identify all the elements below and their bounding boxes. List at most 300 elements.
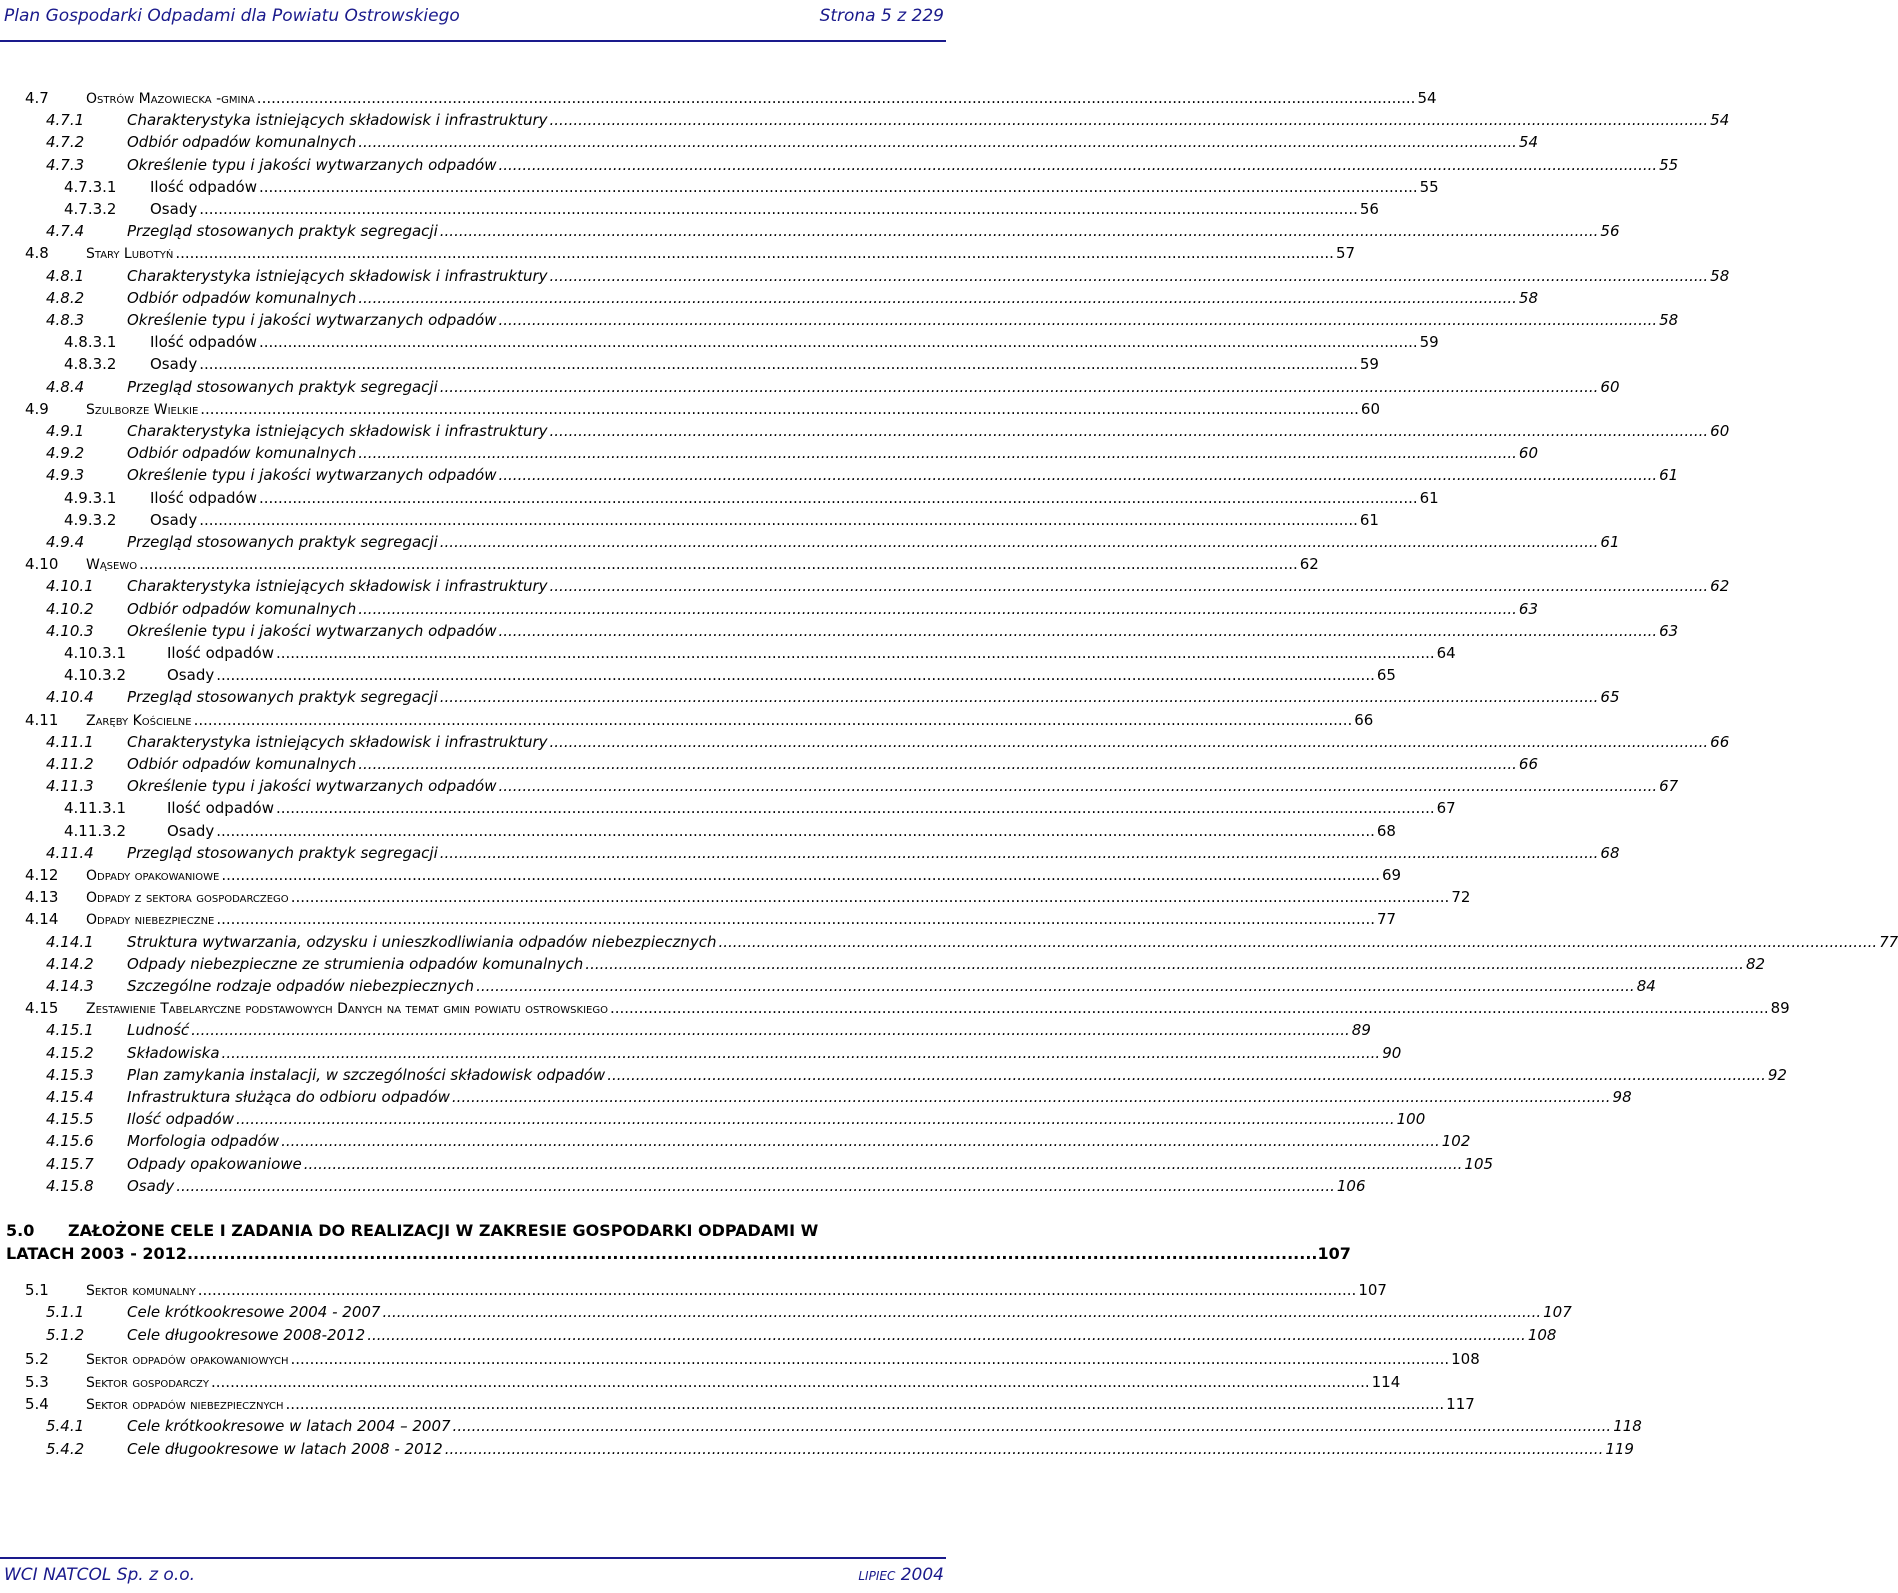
toc-leader-dots: [605, 1065, 1768, 1086]
chapter-5-dots: ..........................................................................................................................................................................................: [186, 1244, 1318, 1263]
toc-entry-page: 90: [1382, 1043, 1402, 1062]
toc-leader-dots: [497, 465, 1660, 486]
toc-entry-title: Charakterystyka istniejących składowisk i infrastruktury: [127, 732, 548, 751]
toc-entry-title: Charakterystyka istniejących składowisk i infrastruktury: [127, 422, 548, 440]
toc-entry-number: 5.4: [25, 1395, 49, 1413]
toc-entry[interactable]: [0, 1109, 1426, 1130]
toc-entry-page: 60: [1518, 444, 1538, 463]
toc-leader-dots: [356, 754, 1519, 775]
toc-entry-title: Sektor odpadów opakowaniowych: [86, 1352, 289, 1369]
toc-entry-number: 4.14.2: [46, 954, 94, 973]
toc-entry-title: Zestawienie Tabelaryczne podstawowych Danych na temat gmin powiatu ostrowskiego: [86, 1001, 608, 1018]
toc-entry-number: 4.9.3.2: [64, 510, 117, 529]
toc-leader-dots: [197, 510, 1360, 531]
toc-entry[interactable]: [0, 1349, 1480, 1370]
toc-entry-page: 57: [1335, 244, 1356, 263]
toc-leader-dots: [438, 687, 1601, 708]
toc-entry-number: 4.12: [25, 866, 59, 884]
toc-entry[interactable]: [0, 887, 1471, 908]
toc-entry[interactable]: [0, 976, 1656, 997]
footer-date-text: lipiec 2004: [858, 1565, 944, 1585]
toc-entry-page: 63: [1518, 599, 1538, 618]
toc-entry-page: 62: [1299, 555, 1319, 574]
toc-entry-number: 4.11.4: [46, 843, 94, 862]
chapter-5-title-line1: ZAŁOŻONE CELE I ZADANIA DO REALIZACJI W ZAKRESIE GOSPODARKI ODPADAMI W: [68, 1221, 819, 1240]
toc-leader-dots: [279, 1131, 1442, 1152]
toc-entry-title: Ilość odpadów: [150, 333, 257, 352]
toc-entry-title: Określenie typu i jakości wytwarzanych odpadów: [127, 311, 497, 329]
toc-entry-title: Szulborze Wielkie: [86, 401, 199, 418]
toc-entry-number: 4.11.3.1: [64, 799, 127, 818]
toc-leader-dots: [234, 1109, 1397, 1130]
toc-entry[interactable]: [0, 1302, 1572, 1323]
toc-entry-page: 55: [1419, 177, 1439, 196]
toc-entry[interactable]: [0, 221, 1620, 242]
toc-leader-dots: [257, 177, 1420, 198]
toc-entry[interactable]: [0, 266, 1730, 287]
toc-entry[interactable]: [0, 1154, 1494, 1175]
toc-entry-number: 4.10.3.1: [64, 644, 127, 662]
toc-entry-number: 5.1: [25, 1281, 49, 1299]
toc-leader-dots: [198, 399, 1361, 420]
toc-entry-number: 4.8: [25, 244, 49, 263]
chapter-5-title-line2: LATACH 2003 - 2012: [6, 1244, 187, 1263]
toc-entry-number: 4.11.1: [46, 732, 94, 751]
toc-entry[interactable]: [0, 932, 1898, 953]
toc-entry-page: 66: [1518, 755, 1538, 773]
toc-leader-dots: [356, 288, 1519, 309]
toc-entry-number: 4.11.3.2: [64, 821, 127, 840]
toc-entry-number: 4.10.1: [46, 577, 94, 596]
toc-leader-dots: [173, 243, 1336, 264]
toc-leader-dots: [196, 1280, 1359, 1301]
toc-entry-page: 119: [1605, 1439, 1634, 1458]
toc-entry[interactable]: [0, 354, 1379, 375]
toc-leader-dots: [257, 488, 1420, 509]
toc-entry-page: 58: [1710, 266, 1730, 285]
toc-entry[interactable]: [0, 199, 1379, 220]
page-footer: [0, 1557, 946, 1593]
toc-entry-page: 107: [1358, 1281, 1387, 1299]
toc-leader-dots: [209, 1372, 1372, 1393]
toc-entry[interactable]: [0, 310, 1679, 331]
toc-leader-dots: [497, 776, 1660, 797]
toc-entry-number: 5.3: [25, 1372, 49, 1391]
toc-entry-title: Charakterystyka istniejących składowisk i infrastruktury: [127, 111, 548, 130]
toc-entry-title: Cele długookresowe 2008-2012: [127, 1325, 366, 1344]
toc-entry[interactable]: [0, 1372, 1401, 1393]
toc-entry-page: 60: [1710, 422, 1730, 440]
toc-entry-title: Cele długookresowe w latach 2008 - 2012: [127, 1439, 443, 1458]
toc-leader-dots: [219, 865, 1382, 886]
toc-entry-title: Odbiór odpadów komunalnych: [127, 288, 357, 307]
toc-leader-dots: [438, 843, 1601, 864]
toc-entry-page: 59: [1359, 355, 1379, 374]
toc-entry-page: 64: [1436, 644, 1456, 662]
toc-entry-page: 55: [1659, 155, 1679, 174]
toc-entry-page: 58: [1659, 311, 1679, 329]
toc-leader-dots: [192, 710, 1355, 731]
toc-leader-dots: [497, 310, 1660, 331]
toc-entry-title: Przegląd stosowanych praktyk segregacji: [127, 533, 438, 551]
toc-entry-page: 108: [1451, 1350, 1480, 1369]
toc-leader-dots: [438, 532, 1601, 553]
toc-entry[interactable]: [0, 155, 1679, 176]
toc-entry-number: 4.7.1: [46, 111, 85, 130]
toc-entry-title: Odpady z sektora gospodarczego: [86, 890, 289, 907]
toc-entry-title: Odpady niebezpieczne ze strumienia odpadów komunalnych: [127, 954, 584, 973]
toc-entry-number: 4.15: [25, 999, 59, 1018]
toc-entry[interactable]: [0, 754, 1538, 775]
toc-leader-dots: [474, 976, 1637, 997]
toc-entry[interactable]: [0, 332, 1439, 353]
toc-leader-dots: [214, 665, 1377, 686]
header-document-title: Plan Gospodarki Odpadami dla Powiatu Ostrowskiego: [4, 6, 460, 26]
toc-entry-page: 84: [1636, 977, 1656, 995]
chapter-5-heading[interactable]: [6, 1220, 818, 1242]
toc-entry-page: 106: [1336, 1176, 1366, 1195]
toc-entry[interactable]: [0, 865, 1402, 886]
toc-entry[interactable]: [0, 465, 1679, 486]
toc-entry-number: 4.10.4: [46, 688, 94, 707]
toc-entry-number: 4.8.3: [46, 311, 85, 329]
toc-entry-number: 4.14.3: [46, 977, 94, 995]
toc-entry-page: 102: [1441, 1132, 1471, 1151]
toc-leader-dots: [197, 199, 1360, 220]
chapter-5-page: 107: [1317, 1244, 1351, 1263]
toc-entry-title: Plan zamykania instalacji, w szczególności składowisk odpadów: [127, 1065, 606, 1084]
toc-entry[interactable]: [0, 1065, 1787, 1086]
toc-entry-title: Ilość odpadów: [150, 488, 257, 507]
toc-entry-title: Stary Lubotyń: [86, 246, 174, 263]
toc-entry[interactable]: [0, 399, 1380, 420]
footer-company: WCI NATCOL Sp. z o.o.: [4, 1565, 196, 1585]
toc-entry[interactable]: [0, 554, 1319, 575]
toc-leader-dots: [189, 1020, 1352, 1041]
toc-entry-title: Osady: [127, 1176, 175, 1195]
toc-entry[interactable]: [0, 776, 1679, 797]
toc-entry[interactable]: [0, 1131, 1471, 1152]
toc-entry-title: Struktura wytwarzania, odzysku i unieszkodliwiania odpadów niebezpiecznych: [127, 932, 717, 951]
toc-entry[interactable]: [0, 1087, 1632, 1108]
toc-entry[interactable]: [0, 132, 1538, 153]
toc-entry[interactable]: [0, 621, 1679, 642]
toc-leader-dots: [274, 798, 1437, 819]
toc-leader-dots: [365, 1325, 1528, 1346]
toc-entry-number: 5.2: [25, 1350, 49, 1369]
toc-entry-title: Odpady niebezpieczne: [86, 912, 215, 929]
toc-entry-number: 4.15.7: [46, 1154, 94, 1173]
toc-entry-page: 98: [1612, 1088, 1632, 1106]
toc-entry-number: 4.9.3: [46, 466, 85, 485]
toc-entry-number: 4.10: [25, 555, 59, 574]
toc-entry-number: 4.7.4: [46, 222, 85, 241]
toc-entry[interactable]: [0, 643, 1456, 664]
toc-entry-page: 77: [1377, 910, 1397, 929]
toc-entry-number: 4.7.3.1: [64, 177, 117, 196]
toc-entry-number: 4.7: [25, 89, 49, 107]
toc-entry-page: 66: [1710, 732, 1730, 751]
toc-leader-dots: [608, 998, 1771, 1019]
toc-entry-title: Określenie typu i jakości wytwarzanych odpadów: [127, 466, 497, 485]
toc-entry-title: Sektor odpadów niebezpiecznych: [86, 1397, 284, 1413]
footer-date: [858, 1565, 944, 1585]
toc-entry-page: 63: [1659, 621, 1679, 640]
toc-leader-dots: [443, 1439, 1606, 1460]
toc-entry-title: Zaręby Kościelne: [86, 712, 192, 729]
toc-entry[interactable]: [0, 1416, 1642, 1437]
toc-leader-dots: [356, 132, 1519, 153]
toc-leader-dots: [214, 909, 1377, 930]
toc-entry-title: Charakterystyka istniejących składowisk i infrastruktury: [127, 577, 548, 596]
toc-entry-title: Osady: [150, 355, 198, 374]
toc-entry-title: Przegląd stosowanych praktyk segregacji: [127, 377, 438, 396]
toc-entry[interactable]: [0, 665, 1396, 686]
toc-leader-dots: [214, 821, 1377, 842]
toc-leader-dots: [289, 1349, 1452, 1370]
toc-entry[interactable]: [0, 954, 1766, 975]
toc-entry-title: Szczególne rodzaje odpadów niebezpiecznych: [127, 977, 475, 995]
toc-leader-dots: [220, 1043, 1383, 1064]
toc-entry-page: 62: [1710, 577, 1730, 596]
toc-entry-title: Ostrów Mazowiecka -gmina: [86, 91, 255, 107]
toc-entry-page: 68: [1600, 843, 1620, 862]
toc-entry-page: 61: [1419, 488, 1439, 507]
toc-entry-number: 4.15.6: [46, 1132, 94, 1151]
page-header: [0, 0, 946, 42]
toc-entry-page: 114: [1371, 1372, 1401, 1391]
toc-entry-title: Osady: [167, 821, 215, 840]
toc-entry-page: 61: [1600, 533, 1620, 551]
toc-entry-number: 4.11.2: [46, 755, 94, 773]
toc-entry-number: 4.9.3.1: [64, 488, 117, 507]
toc-entry[interactable]: [0, 243, 1356, 264]
toc-entry-number: 4.8.2: [46, 288, 85, 307]
toc-entry-number: 4.15.8: [46, 1176, 94, 1195]
toc-entry[interactable]: [0, 909, 1397, 930]
toc-entry[interactable]: [0, 998, 1790, 1019]
toc-leader-dots: [717, 932, 1880, 953]
toc-entry-number: 5.1.2: [46, 1325, 85, 1344]
toc-entry-page: 118: [1613, 1417, 1642, 1436]
toc-leader-dots: [289, 887, 1452, 908]
toc-entry-title: Osady: [150, 200, 198, 218]
toc-entry-title: Odpady opakowaniowe: [86, 868, 220, 884]
toc-entry[interactable]: [0, 1280, 1387, 1301]
toc-entry[interactable]: [0, 110, 1730, 131]
toc-entry-page: 67: [1436, 799, 1456, 818]
toc-entry-number: 4.14: [25, 910, 59, 929]
toc-entry[interactable]: [0, 288, 1538, 309]
toc-entry-title: Określenie typu i jakości wytwarzanych odpadów: [127, 777, 497, 796]
toc-leader-dots: [380, 1302, 1543, 1323]
toc-entry-page: 117: [1446, 1395, 1475, 1413]
toc-entry-page: 68: [1376, 821, 1396, 840]
toc-entry[interactable]: [0, 1439, 1634, 1460]
toc-entry-page: 54: [1417, 89, 1437, 107]
toc-entry-number: 4.7.2: [46, 133, 85, 152]
toc-entry-page: 82: [1745, 954, 1766, 973]
toc-entry-title: Określenie typu i jakości wytwarzanych odpadów: [127, 621, 497, 640]
toc-entry-page: 92: [1767, 1065, 1787, 1084]
toc-entry-title: Odbiór odpadów komunalnych: [127, 599, 357, 618]
toc-entry[interactable]: [0, 821, 1396, 842]
toc-entry[interactable]: [0, 687, 1620, 708]
toc-entry-page: 65: [1376, 666, 1396, 685]
toc-entry[interactable]: [0, 1043, 1402, 1064]
toc-entry-number: 4.7.3: [46, 155, 85, 174]
toc-entry-title: Morfologia odpadów: [127, 1132, 280, 1151]
toc-entry-number: 4.9.1: [46, 422, 85, 440]
toc-entry[interactable]: [0, 710, 1374, 731]
toc-entry-number: 4.15.1: [46, 1021, 94, 1040]
toc-entry-page: 69: [1381, 866, 1402, 884]
toc-entry-number: 4.9.4: [46, 533, 85, 551]
toc-entry-title: Cele krótkookresowe w latach 2004 – 2007: [127, 1417, 451, 1436]
toc-entry-page: 100: [1396, 1110, 1426, 1129]
toc-entry[interactable]: [0, 510, 1379, 531]
toc-entry-number: 4.7.3.2: [64, 200, 117, 218]
toc-leader-dots: [356, 599, 1519, 620]
toc-entry[interactable]: [0, 1020, 1371, 1041]
toc-leader-dots: [302, 1154, 1465, 1175]
toc-entry-page: 89: [1351, 1021, 1371, 1040]
toc-entry-page: 61: [1359, 510, 1379, 529]
toc-entry-number: 4.10.2: [46, 599, 94, 618]
toc-entry[interactable]: [0, 599, 1538, 620]
toc-entry-title: Przegląd stosowanych praktyk segregacji: [127, 688, 438, 707]
toc-entry[interactable]: [0, 532, 1620, 553]
toc-entry[interactable]: [0, 421, 1730, 442]
toc-entry-title: Odbiór odpadów komunalnych: [127, 133, 357, 152]
toc-entry-number: 4.8.3.1: [64, 333, 117, 352]
toc-entry[interactable]: [0, 576, 1730, 597]
toc-leader-dots: [451, 1416, 1614, 1437]
toc-entry-number: 4.15.3: [46, 1065, 94, 1084]
toc-entry-number: 4.14.1: [46, 932, 94, 951]
toc-entry-number: 4.9: [25, 399, 49, 418]
toc-entry-number: 4.10.3: [46, 621, 94, 640]
toc-entry[interactable]: [0, 177, 1439, 198]
toc-entry-title: Cele krótkookresowe 2004 - 2007: [127, 1303, 381, 1322]
toc-entry-page: 66: [1354, 710, 1374, 729]
toc-entry-title: Infrastruktura służąca do odbioru odpadów: [127, 1088, 450, 1106]
toc-entry[interactable]: [0, 1176, 1366, 1197]
toc-entry[interactable]: [0, 443, 1538, 464]
toc-leader-dots: [548, 421, 1711, 442]
toc-entry-page: 61: [1659, 466, 1679, 485]
toc-leader-dots: [174, 1176, 1337, 1197]
toc-entry-number: 5.4.2: [46, 1439, 85, 1458]
toc-entry-title: Odbiór odpadów komunalnych: [127, 755, 357, 773]
toc-leader-dots: [583, 954, 1746, 975]
toc-entry-page: 58: [1518, 288, 1538, 307]
toc-entry-number: 4.8.1: [46, 266, 85, 285]
toc-entry-number: 4.11: [25, 710, 59, 729]
toc-entry[interactable]: [0, 1325, 1557, 1346]
toc-entry-title: Odbiór odpadów komunalnych: [127, 444, 357, 463]
toc-entry[interactable]: [0, 798, 1456, 819]
toc-entry-page: 105: [1464, 1154, 1494, 1173]
toc-entry[interactable]: [0, 843, 1620, 864]
toc-entry-title: Określenie typu i jakości wytwarzanych odpadów: [127, 155, 497, 174]
toc-entry-page: 108: [1527, 1325, 1557, 1344]
toc-entry-title: Ludność: [127, 1021, 190, 1040]
toc-entry[interactable]: [0, 732, 1730, 753]
toc-leader-dots: [548, 110, 1711, 131]
toc-entry-number: 4.11.3: [46, 777, 94, 796]
toc-leader-dots: [255, 88, 1418, 109]
toc-leader-dots: [497, 155, 1660, 176]
toc-entry-title: Odpady opakowaniowe: [127, 1154, 302, 1173]
toc-entry-number: 4.9.2: [46, 444, 85, 463]
toc-leader-dots: [548, 732, 1711, 753]
toc-entry-title: Ilość odpadów: [167, 644, 274, 662]
toc-entry-title: Charakterystyka istniejących składowisk i infrastruktury: [127, 266, 548, 285]
toc-leader-dots: [438, 221, 1601, 242]
toc-entry-title: Osady: [150, 510, 198, 529]
toc-entry-number: 4.13: [25, 888, 59, 907]
toc-leader-dots: [274, 643, 1437, 664]
toc-entry-page: 107: [1543, 1303, 1572, 1322]
toc-entry-page: 59: [1419, 333, 1439, 352]
toc-entry-title: Ilość odpadów: [127, 1110, 234, 1129]
toc-entry-title: Składowiska: [127, 1043, 220, 1062]
toc-entry-number: 4.15.4: [46, 1088, 94, 1106]
toc-entry-page: 56: [1600, 222, 1620, 241]
chapter-5-heading-line2[interactable]: [6, 1243, 1351, 1265]
toc-entry-title: Ilość odpadów: [167, 799, 274, 818]
toc-entry-title: Przegląd stosowanych praktyk segregacji: [127, 843, 438, 862]
toc-leader-dots: [438, 377, 1601, 398]
toc-entry-title: Przegląd stosowanych praktyk segregacji: [127, 222, 438, 241]
toc-entry-number: 5.4.1: [46, 1417, 85, 1436]
toc-leader-dots: [137, 554, 1300, 575]
toc-leader-dots: [548, 576, 1711, 597]
toc-entry-page: 72: [1451, 888, 1471, 907]
toc-leader-dots: [450, 1087, 1613, 1108]
toc-entry-page: 56: [1359, 200, 1379, 218]
toc-entry-page: 54: [1710, 111, 1730, 130]
toc-entry-number: 4.8.4: [46, 377, 85, 396]
toc-entry-page: 65: [1600, 688, 1620, 707]
toc-entry-title: Osady: [167, 666, 215, 685]
toc-entry-number: 4.10.3.2: [64, 666, 127, 685]
toc-entry-title: Ilość odpadów: [150, 177, 257, 196]
chapter-5-number: 5.0: [6, 1221, 35, 1240]
toc-entry-page: 60: [1600, 377, 1620, 396]
toc-entry-number: 4.15.5: [46, 1110, 94, 1129]
toc-entry-page: 67: [1659, 777, 1679, 796]
toc-leader-dots: [257, 332, 1420, 353]
toc-entry[interactable]: [0, 377, 1620, 398]
toc-entry-number: 4.15.2: [46, 1043, 94, 1062]
toc-entry-number: 4.8.3.2: [64, 355, 117, 374]
toc-entry-title: Sektor komunalny: [86, 1283, 196, 1299]
toc-leader-dots: [548, 266, 1711, 287]
toc-leader-dots: [497, 621, 1660, 642]
toc-entry-page: 60: [1360, 399, 1380, 418]
header-page-number: Strona 5 z 229: [819, 6, 944, 26]
toc-entry-number: 5.1.1: [46, 1303, 85, 1322]
toc-entry[interactable]: [0, 1394, 1475, 1415]
toc-entry[interactable]: [0, 88, 1437, 109]
toc-leader-dots: [356, 443, 1519, 464]
toc-entry-title: Wąsewo: [86, 557, 138, 574]
toc-entry[interactable]: [0, 488, 1439, 509]
toc-leader-dots: [284, 1394, 1447, 1415]
toc-entry-page: 89: [1770, 999, 1790, 1018]
